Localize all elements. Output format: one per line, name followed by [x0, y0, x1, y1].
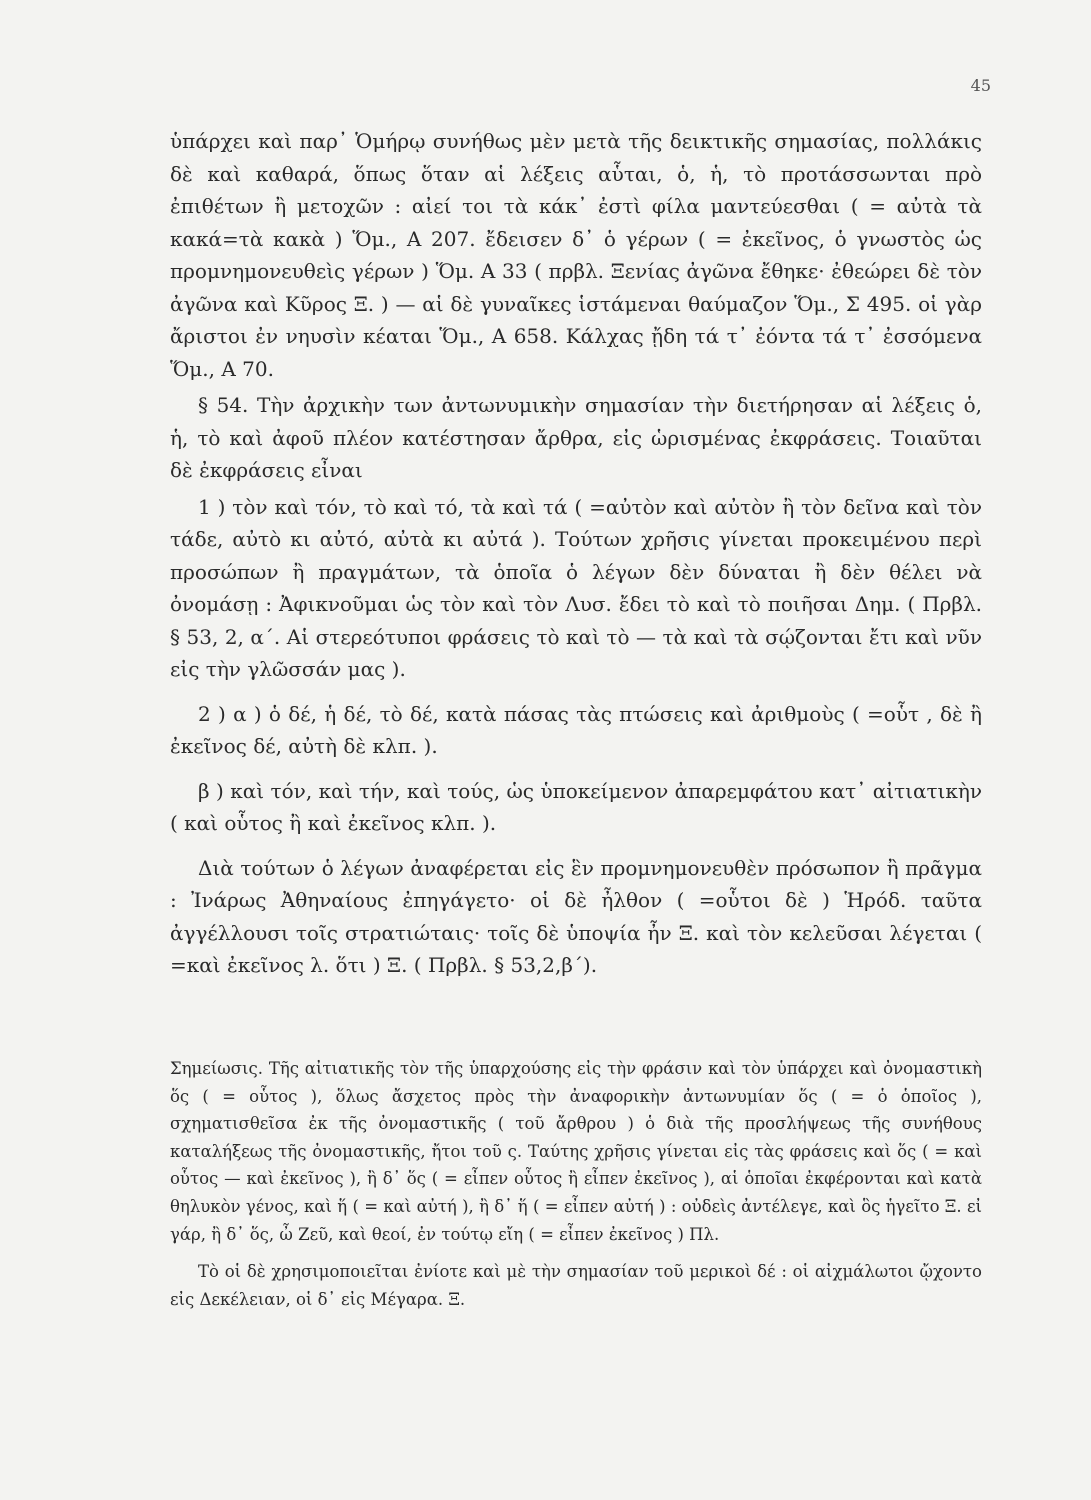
main-text: [170, 125, 982, 982]
section-54-paragraph: § 54. Τὴν ἀρχικὴν των ἀντωνυμικὴν σημασίαν τὴν διετήρησαν αἱ λέξεις ὁ, ἡ, τὸ καὶ ἀφοῦ πλέον κατέστησαν ἄρθρα, εἰς ὡρισμένας ἐκφράσεις. Τοιαῦται δὲ ἐκφράσεις εἶναι: [170, 393, 982, 482]
paragraph: Διὰ τούτων ὁ λέγων ἀναφέρεται εἰς ἓν προμνημονευθὲν πρόσωπον ἢ πρᾶγμα : Ἰνάρως Ἀθηναίους ἐπηγάγετο· οἱ δὲ ἦλθον ( =οὗτοι δὲ ) Ἡρόδ. ταῦτα ἀγγέλλουσι τοῖς στρατιώταις· τοῖς δὲ ὑποψία ἦν Ξ. καὶ τὸν κελεῦσαι λέγεται ( =καὶ ἐκεῖνος λ. ὅτι ) Ξ. ( Πρβλ. § 53,2,β΄).: [170, 855, 982, 977]
list-item-1: 1 ) τὸν καὶ τόν, τὸ καὶ τό, τὰ καὶ τά ( =αὐτὸν καὶ αὐτὸν ἢ τὸν δεῖνα καὶ τὸν τάδε, αὐτὸ κι αὐτό, αὐτὰ κι αὐτά ). Τούτων χρῆσις γίνεται προκειμένου περὶ προσώπων ἢ πραγμάτων, τὰ ὁποῖα ὁ λέγων δὲν δύναται ἢ δὲν θέλει νὰ ὀνομάσῃ : Ἀφικνοῦμαι ὡς τὸν καὶ τὸν Λυσ. ἔδει τὸ καὶ τὸ ποιῆσαι Δημ. ( Πρβλ. § 53, 2, α΄. Αἱ στερεότυποι φράσεις τὸ καὶ τὸ — τὰ καὶ τὰ σῴζονται ἔτι καὶ νῦν εἰς τὴν γλῶσσάν μας ).: [170, 494, 982, 681]
footnote-block: [170, 1055, 982, 1313]
page-number: 45: [970, 76, 991, 95]
note-paragraph: Σημείωσις. Τῆς αἰτιατικῆς τὸν τῆς ὑπαρχούσης εἰς τὴν φράσιν καὶ τὸν ὑπάρχει καὶ ὀνομαστικὴ ὅς ( = οὗτος ), ὅλως ἄσχετος πρὸς τὴν ἀναφορικὴν ἀντωνυμίαν ὅς ( = ὁ ὁποῖος ), σχηματισθεῖσα ἐκ τῆς ὀνομαστικῆς ( τοῦ ἄρθρου ) ὁ διὰ τῆς προσλήψεως τῆς συνήθους καταλήξεως τῆς ὀνομαστικῆς, ἤτοι τοῦ ς. Ταύτης χρῆσις γίνεται εἰς τὰς φράσεις καὶ ὅς ( = καὶ οὗτος — καὶ ἐκεῖνος ), ἢ δ᾽ ὅς ( = εἶπεν οὗτος ἢ εἶπεν ἐκεῖνος ), αἱ ὁποῖαι ἐκφέρονται καὶ κατὰ θηλυκὸν γένος, καὶ ἥ ( = καὶ αὐτή ), ἢ δ᾽ ἥ ( = εἶπεν αὐτή ) : οὐδεὶς ἀντέλεγε, καὶ ὃς ἡγεῖτο Ξ. εἰ γάρ, ἢ δ᾽ ὅς, ὦ Ζεῦ, καὶ θεοί, ἐν τούτῳ εἴη ( = εἶπεν ἐκεῖνος ) Πλ.: [170, 1059, 982, 1244]
list-item-2b: β ) καὶ τόν, καὶ τήν, καὶ τούς, ὡς ὑποκείμενον ἀπαρεμφάτου κατ᾽ αἰτιατικὴν ( καὶ οὗτος ἢ καὶ ἐκεῖνος κλπ. ).: [170, 778, 982, 835]
note-paragraph: Τὸ οἱ δὲ χρησιμοποιεῖται ἐνίοτε καὶ μὲ τὴν σημασίαν τοῦ μερικοὶ δέ : οἱ αἰχμάλωτοι ᾤχοντο εἰς Δεκέλειαν, οἱ δ᾽ εἰς Μέγαρα. Ξ.: [170, 1262, 982, 1309]
paragraph: ὑπάρχει καὶ παρ᾽ Ὁμήρῳ συνήθως μὲν μετὰ τῆς δεικτικῆς σημασίας, πολλάκις δὲ καὶ καθαρά, ὅπως ὅταν αἱ λέξεις αὗται, ὁ, ἡ, τὸ προτάσσωνται πρὸ ἐπιθέτων ἢ μετοχῶν : αἰεί τοι τὰ κάκ᾽ ἐστὶ φίλα μαντεύεσθαι ( = αὐτὰ τὰ κακά=τὰ κακὰ ) Ὅμ., Α 207. ἔδεισεν δ᾽ ὁ γέρων ( = ἐκεῖνος, ὁ γνωστὸς ὡς προμνημονευθεὶς γέρων ) Ὅμ. Α 33 ( πρβλ. Ξενίας ἀγῶνα ἔθηκε· ἐθεώρει δὲ τὸν ἀγῶνα καὶ Κῦρος Ξ. ) — αἱ δὲ γυναῖκες ἱστάμεναι θαύμαζον Ὅμ., Σ 495. οἱ γὰρ ἄριστοι ἐν νηυσὶν κέαται Ὅμ., Α 658. Κάλχας ᾔδη τά τ᾽ ἐόντα τά τ᾽ ἐσσόμενα Ὅμ., Α 70.: [170, 129, 982, 381]
list-item-2a: 2 ) α ) ὁ δέ, ἡ δέ, τὸ δέ, κατὰ πάσας τὰς πτώσεις καὶ ἀριθμοὺς ( =οὗτ , δὲ ἢ ἐκεῖνος δέ, αὐτὴ δὲ κλπ. ).: [170, 701, 982, 758]
